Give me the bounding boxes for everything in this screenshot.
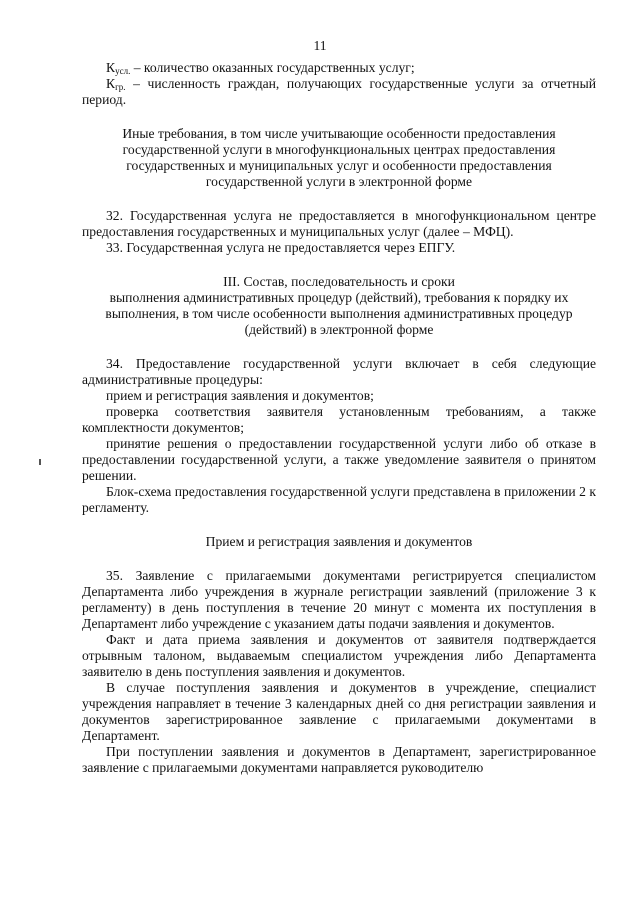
list-item: принятие решения о предоставлении государственной услуги либо об отказе в предоставлении государственной услуги, а также уведомление заявителя о принятом решении. [82, 436, 596, 483]
section-3-subtitle: выполнения административных процедур (действий), требования к порядку их выполнения, в том числе особенности выполнения административных процедур (действий) в электронной форме [105, 290, 573, 337]
list-item: проверка соответствия заявителя установленным требованиям, а также комплектности документов; [82, 404, 596, 435]
margin-mark [39, 459, 41, 465]
list-item: прием и регистрация заявления и документов; [106, 388, 374, 403]
paragraph-32: 32. Государственная услуга не предоставляется в многофункциональном центре предоставления государственных и муниципальных услуг (далее – МФЦ). [82, 208, 596, 239]
def-text: – численность граждан, получающих государственные услуги за отчетный период. [82, 76, 596, 107]
paragraph-33: 33. Государственная услуга не предоставляется через ЕПГУ. [106, 240, 456, 255]
subheading-reception: Прием и регистрация заявления и документов [205, 534, 473, 549]
definition-k-gr [82, 76, 596, 108]
def-subscript: гр. [115, 82, 126, 92]
heading-other-requirements: Иные требования, в том числе учитывающие особенности предоставления государственной услуги в многофункциональных центрах предоставления государственных и муниципальных услуг и особенности предоставления государственной услуги в электронной форме [122, 126, 556, 189]
paragraph-block-scheme: Блок-схема предоставления государственной услуги представлена в приложении 2 к регламенту. [82, 484, 596, 515]
section-3-title: III. Состав, последовательность и сроки [223, 274, 455, 289]
paragraph-35: 35. Заявление с прилагаемыми документами регистрируется специалистом Департамента либо учреждения в журнале регистрации заявлений (приложение 3 к регламенту) в день поступления в течение 20 минут с момента их поступления в Департамент либо учреждение с указанием даты подачи заявления и документов. [82, 568, 596, 631]
def-symbol: К [106, 76, 116, 91]
page-number: 11 [313, 38, 327, 53]
paragraph-35-department: При поступлении заявления и документов в Департамент, зарегистрированное заявление с прилагаемыми документами направляется руководителю [82, 744, 596, 775]
def-subscript: усл. [115, 66, 131, 76]
definition-k-usl [82, 60, 596, 76]
paragraph-35-case: В случае поступления заявления и документов в учреждение, специалист учреждения направляет в течение 3 календарных дней со дня регистрации заявления и документов зарегистрированное заявление с прилагаемыми документами в Департамент. [82, 680, 596, 743]
page-content [82, 60, 596, 776]
paragraph-34: 34. Предоставление государственной услуги включает в себя следующие административные процедуры: [82, 356, 596, 387]
def-symbol: К [106, 60, 116, 75]
paragraph-35-fact: Факт и дата приема заявления и документов от заявителя подтверждается отрывным талоном, выдаваемым специалистом учреждения либо Департамента заявителю в день поступления заявления и документов. [82, 632, 596, 679]
def-text: – количество оказанных государственных услуг; [130, 60, 415, 75]
